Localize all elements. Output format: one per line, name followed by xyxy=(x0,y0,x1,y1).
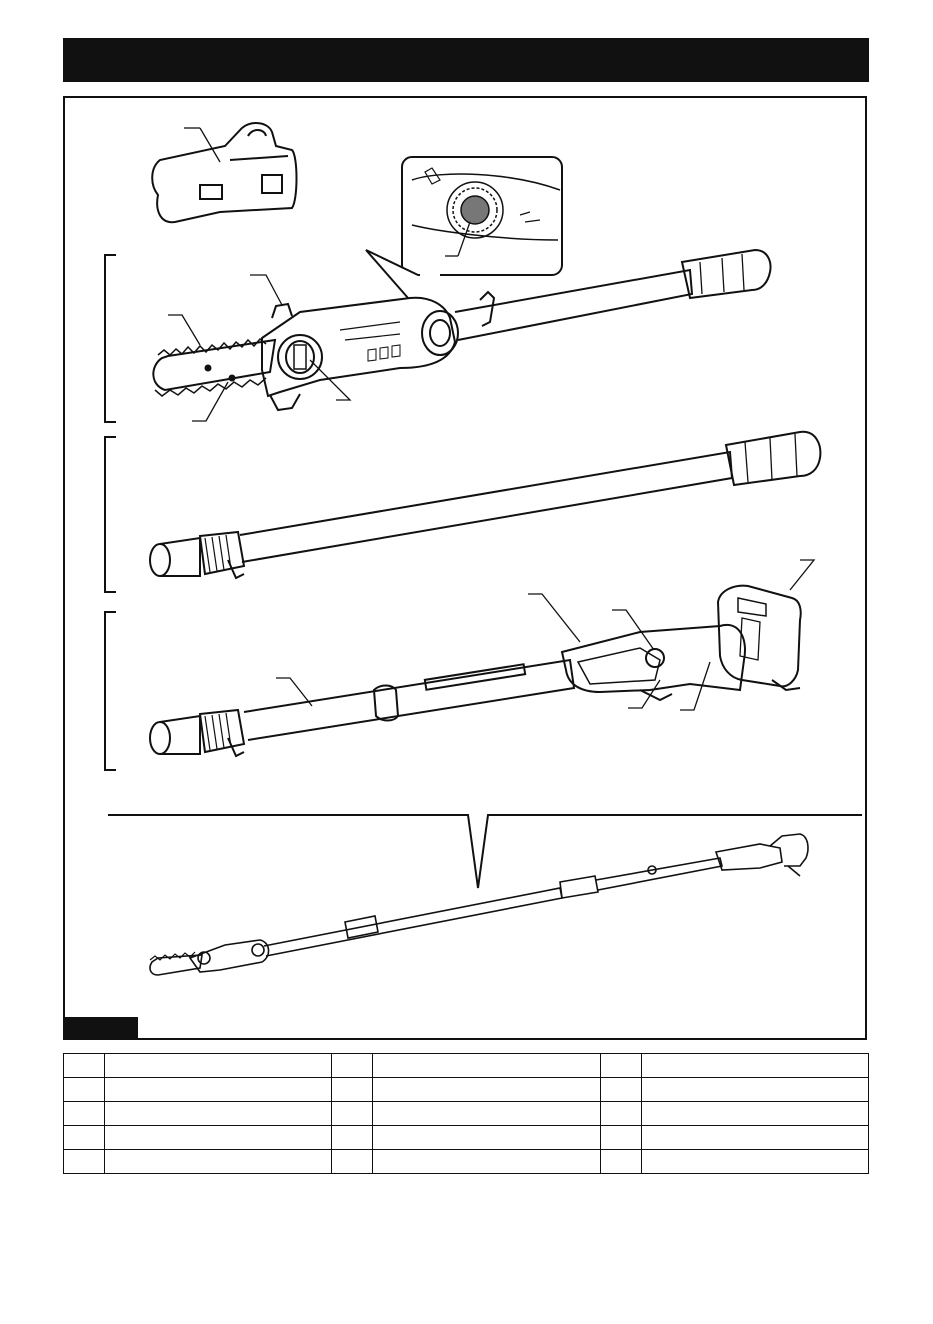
chain-cover xyxy=(152,123,296,222)
table-row xyxy=(64,1126,869,1150)
table-cell xyxy=(332,1102,373,1126)
table-row xyxy=(64,1102,869,1126)
table-cell xyxy=(600,1150,641,1174)
table-cell xyxy=(600,1126,641,1150)
table-cell xyxy=(64,1150,105,1174)
table-cell xyxy=(105,1078,332,1102)
table-row xyxy=(64,1054,869,1078)
table-cell xyxy=(600,1078,641,1102)
table-cell xyxy=(332,1078,373,1102)
callout-leaders xyxy=(276,560,814,710)
table-cell xyxy=(373,1126,600,1150)
callout-leaders xyxy=(168,275,350,421)
table-row xyxy=(64,1150,869,1174)
table-cell xyxy=(64,1126,105,1150)
table-cell xyxy=(332,1150,373,1174)
table-cell xyxy=(64,1102,105,1126)
parts-list-table xyxy=(63,1053,869,1174)
table-row xyxy=(64,1078,869,1102)
extension-pole xyxy=(150,432,820,578)
table-cell xyxy=(373,1054,600,1078)
group-bracket xyxy=(105,612,116,770)
table-cell xyxy=(600,1054,641,1078)
assembled-pole-saw xyxy=(150,834,808,975)
table-cell xyxy=(641,1150,868,1174)
detail-inset xyxy=(366,157,562,298)
table-cell xyxy=(373,1078,600,1102)
table-cell xyxy=(105,1054,332,1078)
main-handle-pole xyxy=(150,586,801,756)
table-cell xyxy=(600,1102,641,1126)
table-cell xyxy=(105,1102,332,1126)
table-cell xyxy=(373,1150,600,1174)
table-cell xyxy=(105,1126,332,1150)
table-cell xyxy=(64,1054,105,1078)
group-bracket xyxy=(105,255,116,422)
table-cell xyxy=(641,1126,868,1150)
table-cell xyxy=(64,1078,105,1102)
table-cell xyxy=(105,1150,332,1174)
table-cell xyxy=(332,1054,373,1078)
table-cell xyxy=(641,1054,868,1078)
group-bracket xyxy=(105,437,116,592)
assembly-callout xyxy=(108,815,862,888)
table-cell xyxy=(332,1126,373,1150)
lock-button-icon xyxy=(461,196,489,224)
table-cell xyxy=(641,1102,868,1126)
table-cell xyxy=(373,1102,600,1126)
table-cell xyxy=(641,1078,868,1102)
